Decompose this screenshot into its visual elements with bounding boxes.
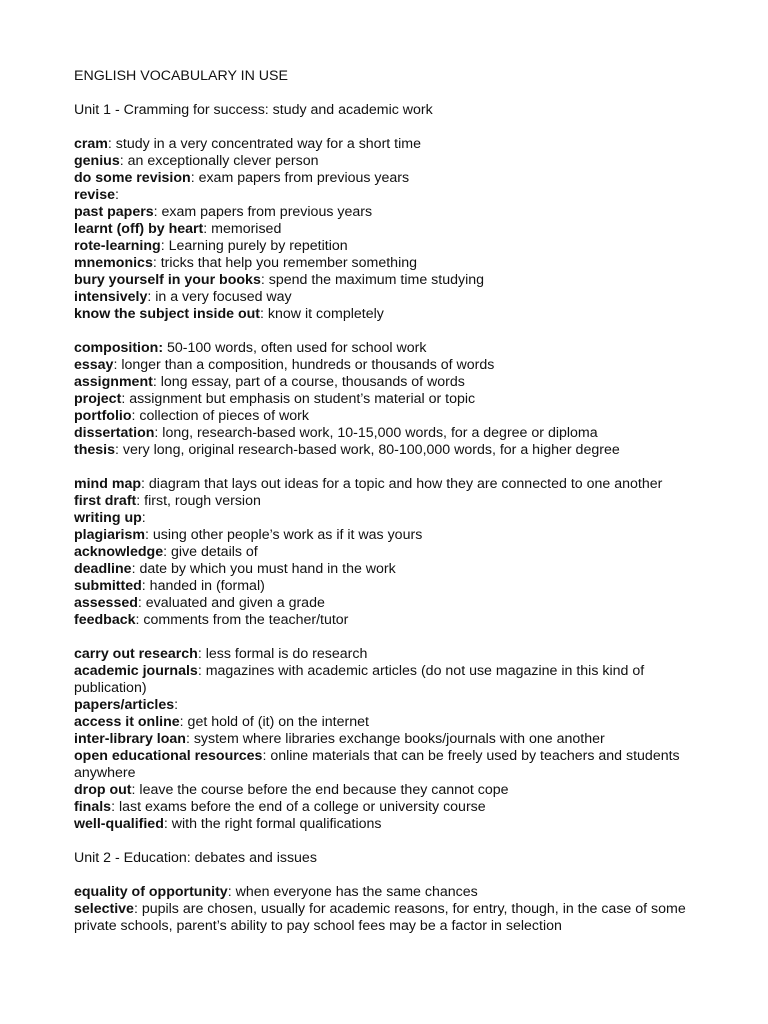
vocab-entry bbox=[74, 816, 694, 833]
vocab-entry bbox=[74, 153, 694, 170]
vocab-definition: : spend the maximum time studying bbox=[260, 272, 484, 288]
vocab-term: assessed bbox=[74, 595, 138, 611]
vocab-entry bbox=[74, 799, 694, 816]
vocab-entry bbox=[74, 374, 694, 391]
vocab-entry bbox=[74, 782, 694, 799]
vocab-entry bbox=[74, 170, 694, 187]
vocab-term: academic journals bbox=[74, 663, 198, 679]
vocab-entry bbox=[74, 187, 694, 204]
vocab-definition: : bbox=[141, 510, 146, 526]
vocab-entry bbox=[74, 204, 694, 221]
vocab-entry bbox=[74, 340, 694, 357]
vocab-entry bbox=[74, 272, 694, 289]
vocab-definition: : magazines with academic articles (do not use magazine in this kind of publication) bbox=[74, 663, 645, 696]
vocab-entry bbox=[74, 442, 694, 459]
vocab-definition: : longer than a composition, hundreds or thousands of words bbox=[113, 357, 495, 373]
vocab-definition: 50-100 words, often used for school work bbox=[163, 340, 427, 356]
vocab-term: mnemonics bbox=[74, 255, 153, 271]
vocab-entry bbox=[74, 646, 694, 663]
vocab-entry bbox=[74, 476, 694, 493]
vocab-entry bbox=[74, 425, 694, 442]
vocab-entry bbox=[74, 527, 694, 544]
vocab-definition: : evaluated and given a grade bbox=[137, 595, 325, 611]
vocab-entry bbox=[74, 408, 694, 425]
vocab-term: dissertation bbox=[74, 425, 155, 441]
vocab-definition: : exam papers from previous years bbox=[190, 170, 410, 186]
vocab-term: selective bbox=[74, 901, 134, 917]
vocab-entry bbox=[74, 714, 694, 731]
vocab-term: do some revision bbox=[74, 170, 191, 186]
vocab-term: cram bbox=[74, 136, 108, 152]
vocab-term: rote-learning bbox=[74, 238, 161, 254]
vocab-entry bbox=[74, 595, 694, 612]
vocab-term: equality of opportunity bbox=[74, 884, 228, 900]
document-page bbox=[74, 68, 694, 952]
vocab-definition: : when everyone has the same chances bbox=[227, 884, 478, 900]
vocab-definition: : memorised bbox=[203, 221, 282, 237]
unit-title: Unit 2 - Education: debates and issues bbox=[74, 850, 317, 866]
vocab-term: essay bbox=[74, 357, 114, 373]
vocab-term: assignment bbox=[74, 374, 153, 390]
vocab-definition: : long essay, part of a course, thousands of words bbox=[152, 374, 465, 390]
vocab-definition: : very long, original research-based work, 80-100,000 words, for a higher degree bbox=[115, 442, 620, 458]
vocab-entry bbox=[74, 544, 694, 561]
vocab-definition: : study in a very concentrated way for a short time bbox=[107, 136, 421, 152]
vocab-term: know the subject inside out bbox=[74, 306, 261, 322]
unit-2 bbox=[74, 850, 694, 935]
vocab-entry bbox=[74, 221, 694, 238]
vocab-term: plagiarism bbox=[74, 527, 145, 543]
vocab-term: access it online bbox=[74, 714, 180, 730]
vocab-entry bbox=[74, 493, 694, 510]
vocab-entry bbox=[74, 255, 694, 272]
vocab-entry bbox=[74, 748, 694, 782]
vocab-term: composition: bbox=[74, 340, 164, 356]
vocab-definition: : exam papers from previous years bbox=[153, 204, 373, 220]
vocab-definition: : assignment but emphasis on student’s material or topic bbox=[121, 391, 476, 407]
vocab-entry bbox=[74, 289, 694, 306]
vocab-term: past papers bbox=[74, 204, 154, 220]
vocab-entry bbox=[74, 136, 694, 153]
vocab-definition: : diagram that lays out ideas for a topic and how they are connected to one another bbox=[141, 476, 663, 492]
vocab-term: acknowledge bbox=[74, 544, 164, 560]
vocab-definition: : give details of bbox=[163, 544, 258, 560]
vocab-definition: : online materials that can be freely used by teachers and students anywhere bbox=[74, 748, 680, 781]
vocab-term: carry out research bbox=[74, 646, 198, 662]
vocab-term: papers/articles bbox=[74, 697, 175, 713]
vocab-term: mind map bbox=[74, 476, 142, 492]
vocab-definition: : handed in (formal) bbox=[141, 578, 265, 594]
vocab-definition: : comments from the teacher/tutor bbox=[135, 612, 349, 628]
vocab-group-education-issues bbox=[74, 884, 694, 935]
vocab-term: project bbox=[74, 391, 122, 407]
vocab-term: deadline bbox=[74, 561, 132, 577]
vocab-entry bbox=[74, 357, 694, 374]
vocab-definition: : bbox=[115, 187, 119, 203]
vocab-term: finals bbox=[74, 799, 112, 815]
vocab-term: intensively bbox=[74, 289, 148, 305]
vocab-term: learnt (off) by heart bbox=[74, 221, 204, 237]
vocab-definition: : using other people’s work as if it was yours bbox=[144, 527, 423, 543]
vocab-entry bbox=[74, 663, 694, 697]
vocab-entry bbox=[74, 391, 694, 408]
vocab-definition: : pupils are chosen, usually for academic reasons, for entry, though, in the case of some private schools, parent’s ability to pay school fees may be a factor in selection bbox=[74, 901, 686, 934]
vocab-definition: : last exams before the end of a college or university course bbox=[111, 799, 486, 815]
vocab-definition: : an exceptionally clever person bbox=[119, 153, 319, 169]
vocab-definition: : less formal is do research bbox=[197, 646, 368, 662]
vocab-entry bbox=[74, 306, 694, 323]
vocab-entry bbox=[74, 612, 694, 629]
vocab-term: well-qualified bbox=[74, 816, 164, 832]
vocab-term: inter-library loan bbox=[74, 731, 186, 747]
vocab-definition: : bbox=[174, 697, 179, 713]
vocab-definition: : system where libraries exchange books/journals with one another bbox=[185, 731, 605, 747]
vocab-term: bury yourself in your books bbox=[74, 272, 261, 288]
vocab-term: thesis bbox=[74, 442, 116, 458]
vocab-group-writing-process bbox=[74, 476, 694, 629]
vocab-definition: : Learning purely by repetition bbox=[160, 238, 348, 254]
vocab-entry bbox=[74, 697, 694, 714]
vocab-term: open educational resources bbox=[74, 748, 263, 764]
vocab-group-research bbox=[74, 646, 694, 833]
vocab-entry bbox=[74, 731, 694, 748]
vocab-term: portfolio bbox=[74, 408, 132, 424]
vocab-term: genius bbox=[74, 153, 120, 169]
vocab-entry bbox=[74, 901, 694, 935]
vocab-definition: : get hold of (it) on the internet bbox=[179, 714, 369, 730]
vocab-entry bbox=[74, 578, 694, 595]
vocab-term: feedback bbox=[74, 612, 136, 628]
vocab-definition: : leave the course before the end because they cannot cope bbox=[131, 782, 509, 798]
vocab-entry bbox=[74, 884, 694, 901]
vocab-definition: : in a very focused way bbox=[147, 289, 292, 305]
vocab-group-study bbox=[74, 136, 694, 323]
document-title: ENGLISH VOCABULARY IN USE bbox=[74, 68, 288, 84]
vocab-group-written-work bbox=[74, 340, 694, 459]
vocab-definition: : with the right formal qualifications bbox=[163, 816, 382, 832]
unit-title: Unit 1 - Cramming for success: study and academic work bbox=[74, 102, 433, 118]
vocab-definition: : know it completely bbox=[260, 306, 384, 322]
vocab-term: revise bbox=[74, 187, 116, 203]
vocab-definition: : date by which you must hand in the work bbox=[131, 561, 396, 577]
unit-1 bbox=[74, 102, 694, 833]
vocab-term: writing up bbox=[74, 510, 142, 526]
vocab-definition: : first, rough version bbox=[136, 493, 261, 509]
vocab-term: drop out bbox=[74, 782, 132, 798]
vocab-entry bbox=[74, 510, 694, 527]
vocab-term: first draft bbox=[74, 493, 137, 509]
vocab-term: submitted bbox=[74, 578, 142, 594]
vocab-definition: : tricks that help you remember something bbox=[152, 255, 418, 271]
vocab-entry bbox=[74, 561, 694, 578]
vocab-definition: : collection of pieces of work bbox=[131, 408, 309, 424]
vocab-entry bbox=[74, 238, 694, 255]
vocab-definition: : long, research-based work, 10-15,000 words, for a degree or diploma bbox=[154, 425, 598, 441]
